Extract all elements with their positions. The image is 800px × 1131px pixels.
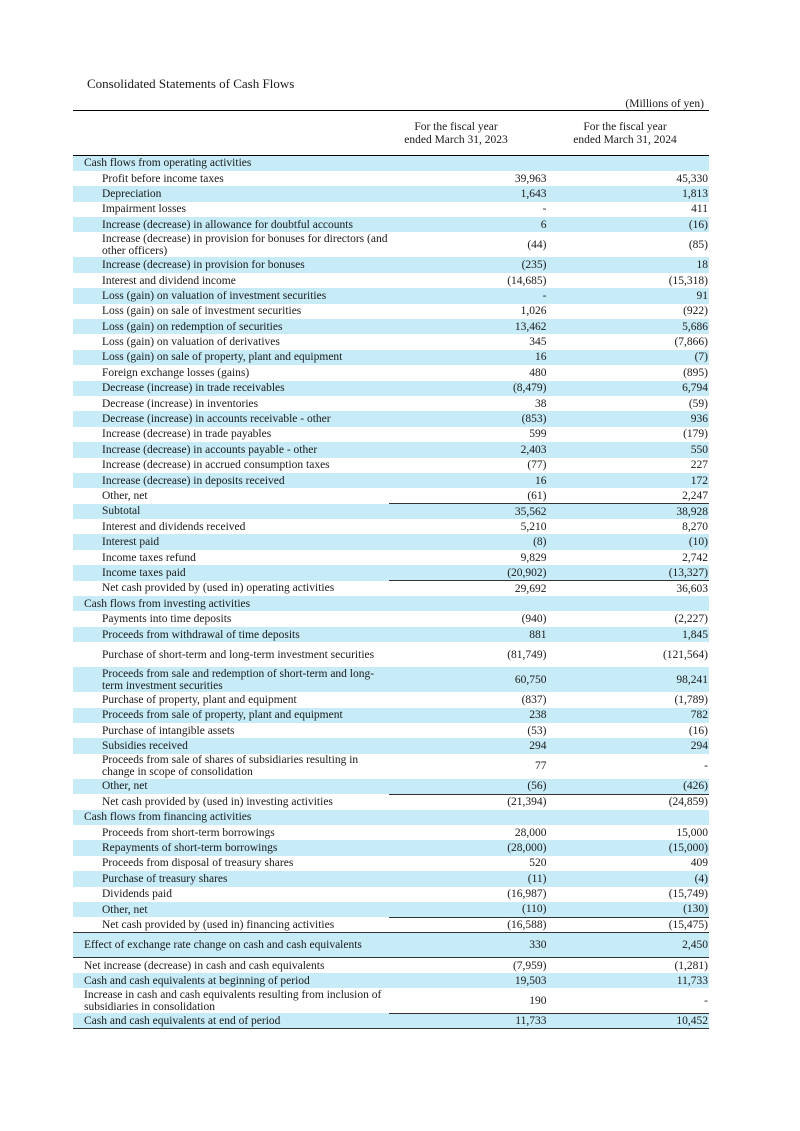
section-row: [73, 958, 709, 973]
row-label: Increase (decrease) in accrued consumption taxes: [102, 459, 330, 472]
section-row: [73, 596, 709, 611]
value-fy2024: [548, 596, 709, 611]
value-fy2024: 409: [690, 857, 708, 870]
section-row: [73, 156, 709, 171]
row-label: Proceeds from short-term borrowings: [102, 826, 275, 839]
table-row: [73, 611, 709, 626]
table-row: [73, 273, 709, 288]
value-fy2024: 294: [548, 738, 709, 753]
value-fy2023: (77): [527, 459, 547, 472]
value-fy2023: 190: [529, 994, 547, 1007]
value-fy2024: (7): [548, 350, 709, 365]
value-fy2023: 29,692: [389, 581, 548, 596]
row-label: Loss (gain) on redemption of securities: [73, 319, 389, 334]
value-fy2023: (56): [389, 779, 548, 794]
value-fy2023: 16: [389, 350, 548, 365]
table-row: [73, 667, 709, 692]
row-label: Purchase of short-term and long-term investment securities: [102, 648, 375, 661]
value-fy2023: 35,562: [389, 504, 548, 519]
table-row: [73, 334, 709, 349]
value-fy2024: (59): [688, 397, 708, 410]
table-row: [73, 319, 709, 334]
value-fy2024: 11,733: [548, 973, 709, 988]
value-fy2023: 9,829: [520, 551, 547, 564]
value-fy2024: 1,813: [548, 186, 709, 201]
value-fy2023: -: [389, 288, 548, 303]
value-fy2024: -: [704, 760, 708, 773]
table-row: [73, 304, 709, 319]
row-label: Subsidies received: [73, 738, 389, 753]
value-fy2024: (15,000): [548, 840, 709, 855]
column-header-fy2024-line1: For the fiscal year: [583, 121, 667, 133]
table-row: [73, 458, 709, 473]
value-fy2024: -: [704, 994, 708, 1007]
value-fy2023: 13,462: [389, 319, 548, 334]
value-fy2023: (44): [527, 238, 547, 251]
value-fy2023: (8,479): [389, 381, 548, 396]
value-fy2024: (15,318): [668, 274, 708, 287]
value-fy2024: 411: [691, 203, 708, 216]
column-header-fy2024: [545, 121, 705, 147]
row-label: Profit before income taxes: [102, 172, 224, 185]
table-row: [73, 856, 709, 871]
table-row: [73, 534, 709, 549]
value-fy2024: 8,270: [682, 520, 708, 533]
value-fy2023: 520: [529, 857, 547, 870]
value-fy2023: (7,959): [389, 958, 548, 973]
row-label: Proceeds from withdrawal of time deposits: [73, 627, 389, 642]
value-fy2024: (2,227): [674, 613, 708, 626]
section-row: [73, 973, 709, 988]
value-fy2023: (28,000): [389, 840, 548, 855]
value-fy2024: 45,330: [676, 172, 708, 185]
value-fy2023: (53): [527, 724, 547, 737]
value-fy2024: 18: [548, 257, 709, 272]
value-fy2024: (1,281): [548, 958, 709, 973]
row-label: Decrease (increase) in trade receivables: [73, 381, 389, 396]
table-row: [73, 708, 709, 723]
section-row: [73, 933, 709, 958]
table-row: [73, 488, 709, 503]
value-fy2023: 599: [529, 428, 547, 441]
row-label: Loss (gain) on valuation of investment securities: [73, 288, 389, 303]
value-fy2023: 480: [529, 366, 547, 379]
column-header-fy2023-line2: ended March 31, 2023: [404, 134, 508, 146]
table-row: [73, 171, 709, 186]
value-fy2024: (922): [683, 305, 708, 318]
table-row: [73, 825, 709, 840]
cash-flow-rows: [73, 156, 709, 1029]
value-fy2024: [548, 810, 709, 825]
row-label: Interest and dividends received: [102, 520, 246, 533]
value-fy2023: 28,000: [514, 826, 547, 839]
cash-flow-table: [73, 155, 709, 1029]
value-fy2023: 2,403: [389, 442, 548, 457]
value-fy2023: 294: [389, 738, 548, 753]
value-fy2023: (940): [521, 613, 547, 626]
row-label: Interest and dividend income: [102, 274, 236, 287]
value-fy2023: [389, 810, 548, 825]
value-fy2023: 77: [534, 760, 547, 773]
row-label: Foreign exchange losses (gains): [102, 366, 250, 379]
value-fy2024: 6,794: [548, 381, 709, 396]
table-row: [73, 504, 709, 519]
value-fy2024: [548, 156, 709, 171]
value-fy2023: 38: [534, 397, 547, 410]
value-fy2024: (4): [548, 871, 709, 886]
value-fy2024: 1,845: [548, 627, 709, 642]
row-label: Cash flows from operating activities: [73, 156, 389, 171]
value-fy2024: 2,742: [682, 551, 708, 564]
table-row: [73, 427, 709, 442]
value-fy2024: 5,686: [548, 319, 709, 334]
row-label: Net cash provided by (used in) investing activities: [102, 795, 333, 808]
row-label: Cash and cash equivalents at beginning of period: [73, 973, 389, 988]
table-row: [73, 917, 709, 932]
table-row: [73, 519, 709, 534]
column-header-fy2023: [376, 121, 536, 147]
value-fy2024: (1,789): [674, 693, 708, 706]
row-label: Proceeds from sale of shares of subsidiaries resulting in change in scope of consolidation: [102, 754, 359, 779]
table-row: [73, 779, 709, 794]
row-label: Increase in cash and cash equivalents resulting from inclusion of subsidiaries in consolidation: [84, 988, 382, 1013]
table-row: [73, 840, 709, 855]
row-label: Decrease (increase) in inventories: [102, 397, 259, 410]
statement-title: Consolidated Statements of Cash Flows: [87, 76, 295, 91]
row-label: Cash flows from investing activities: [73, 596, 389, 611]
table-row: [73, 581, 709, 596]
value-fy2023: (21,394): [389, 794, 548, 809]
row-label: Effect of exchange rate change on cash and cash equivalents: [73, 933, 389, 958]
value-fy2023: [389, 156, 548, 171]
table-row: [73, 692, 709, 707]
section-row: [73, 988, 709, 1013]
value-fy2024: (10): [548, 534, 709, 549]
value-fy2024: 10,452: [548, 1013, 709, 1028]
value-fy2023: (16,987): [507, 888, 547, 901]
table-row: [73, 887, 709, 902]
value-fy2024: (15,749): [668, 888, 708, 901]
table-row: [73, 442, 709, 457]
row-label: Net cash provided by (used in) financing activities: [102, 918, 335, 931]
table-row: [73, 396, 709, 411]
row-label: Cash flows from financing activities: [73, 810, 389, 825]
value-fy2024: 91: [548, 288, 709, 303]
row-label: Other, net: [102, 490, 148, 502]
value-fy2023: 39,963: [514, 172, 547, 185]
row-label: Loss (gain) on valuation of derivatives: [102, 336, 280, 349]
value-fy2024: 2,450: [548, 933, 709, 958]
table-row: [73, 381, 709, 396]
column-header-fy2024-line2: ended March 31, 2024: [573, 134, 677, 146]
table-row: [73, 902, 709, 917]
table-row: [73, 473, 709, 488]
row-label: Purchase of property, plant and equipment: [102, 693, 297, 706]
row-label: Payments into time deposits: [102, 613, 232, 626]
value-fy2023: (11): [389, 871, 548, 886]
table-row: [73, 627, 709, 642]
value-fy2023: 60,750: [389, 667, 548, 692]
table-row: [73, 411, 709, 426]
value-fy2024: (85): [688, 238, 708, 251]
table-row: [73, 186, 709, 201]
value-fy2023: (14,685): [507, 274, 547, 287]
table-row: [73, 217, 709, 232]
value-fy2024: 36,603: [548, 581, 709, 596]
row-label: Purchase of treasury shares: [73, 871, 389, 886]
value-fy2024: (24,859): [548, 794, 709, 809]
value-fy2023: [389, 596, 548, 611]
value-fy2023: 19,503: [389, 973, 548, 988]
value-fy2024: (15,475): [548, 917, 709, 932]
value-fy2023: 16: [389, 473, 548, 488]
table-row: [73, 565, 709, 580]
unit-label: (Millions of yen): [625, 98, 704, 110]
table-row: [73, 642, 709, 667]
value-fy2023: 330: [389, 933, 548, 958]
row-label: Interest paid: [73, 534, 389, 549]
value-fy2024: (426): [548, 779, 709, 794]
value-fy2023: (8): [389, 534, 548, 549]
value-fy2024: 227: [690, 459, 708, 472]
table-row: [73, 288, 709, 303]
row-label: Subtotal: [73, 504, 389, 519]
row-label: Proceeds from sale of property, plant and equipment: [73, 708, 389, 723]
row-label: Purchase of intangible assets: [102, 724, 235, 737]
row-label: Increase (decrease) in accounts payable - other: [73, 442, 389, 457]
value-fy2023: (20,902): [389, 565, 548, 580]
table-row: [73, 723, 709, 738]
value-fy2023: 11,733: [389, 1013, 548, 1028]
value-fy2023: 881: [389, 627, 548, 642]
value-fy2023: (853): [389, 411, 548, 426]
row-label: Repayments of short-term borrowings: [73, 840, 389, 855]
row-label: Loss (gain) on sale of property, plant and equipment: [73, 350, 389, 365]
value-fy2023: 6: [389, 217, 548, 232]
table-row: [73, 794, 709, 809]
row-label: Depreciation: [73, 186, 389, 201]
value-fy2024: 15,000: [676, 826, 708, 839]
row-label: Loss (gain) on sale of investment securities: [102, 305, 302, 318]
row-label: Income taxes paid: [73, 565, 389, 580]
table-row: [73, 738, 709, 753]
value-fy2023: (837): [521, 693, 547, 706]
row-label: Proceeds from disposal of treasury shares: [102, 857, 294, 870]
value-fy2023: (110): [389, 902, 548, 917]
row-label: Income taxes refund: [102, 551, 196, 564]
table-row: [73, 257, 709, 272]
row-label: Other, net: [73, 779, 389, 794]
row-label: Dividends paid: [102, 888, 172, 901]
column-header-fy2023-line1: For the fiscal year: [414, 121, 498, 133]
value-fy2024: 98,241: [548, 667, 709, 692]
row-label: Increase (decrease) in deposits received: [73, 473, 389, 488]
section-row: [73, 1013, 709, 1028]
table-row: [73, 550, 709, 565]
row-label: Decrease (increase) in accounts receivable - other: [73, 411, 389, 426]
value-fy2023: (235): [389, 257, 548, 272]
value-fy2024: 936: [548, 411, 709, 426]
row-label: Impairment losses: [102, 203, 186, 216]
value-fy2024: (7,866): [674, 336, 708, 349]
table-row: [73, 754, 709, 779]
row-label: Proceeds from sale and redemption of short-term and long-term investment securities: [73, 667, 389, 692]
value-fy2023: 345: [529, 336, 547, 349]
value-fy2024: 2,247: [682, 489, 708, 502]
row-label: Net increase (decrease) in cash and cash equivalents: [73, 958, 389, 973]
value-fy2024: 550: [548, 442, 709, 457]
value-fy2024: 172: [548, 473, 709, 488]
row-label: Increase (decrease) in allowance for doubtful accounts: [73, 217, 389, 232]
value-fy2024: 38,928: [548, 504, 709, 519]
row-label: Increase (decrease) in trade payables: [102, 428, 272, 441]
header-rule: [73, 110, 709, 111]
value-fy2024: (13,327): [548, 565, 709, 580]
value-fy2024: (16): [548, 217, 709, 232]
value-fy2023: 1,643: [389, 186, 548, 201]
row-label: Net cash provided by (used in) operating activities: [102, 582, 335, 595]
section-row: [73, 810, 709, 825]
value-fy2023: 238: [389, 708, 548, 723]
value-fy2023: (16,588): [389, 917, 548, 932]
row-label: Cash and cash equivalents at end of period: [73, 1013, 389, 1028]
table-row: [73, 365, 709, 380]
table-row: [73, 232, 709, 257]
value-fy2024: (130): [548, 902, 709, 917]
value-fy2024: (16): [688, 724, 708, 737]
value-fy2024: (121,564): [662, 648, 708, 661]
value-fy2023: (61): [527, 489, 547, 502]
row-label: Increase (decrease) in provision for bonuses: [73, 257, 389, 272]
value-fy2023: -: [542, 203, 547, 216]
value-fy2023: 5,210: [520, 520, 547, 533]
value-fy2024: 782: [548, 708, 709, 723]
table-row: [73, 871, 709, 886]
table-row: [73, 350, 709, 365]
value-fy2023: (81,749): [507, 648, 547, 661]
table-row: [73, 202, 709, 217]
row-label: Other, net: [73, 902, 389, 917]
value-fy2024: (895): [683, 366, 708, 379]
value-fy2023: 1,026: [520, 305, 547, 318]
row-label: Increase (decrease) in provision for bonuses for directors (and other officers): [102, 232, 388, 257]
value-fy2024: (179): [683, 428, 708, 441]
